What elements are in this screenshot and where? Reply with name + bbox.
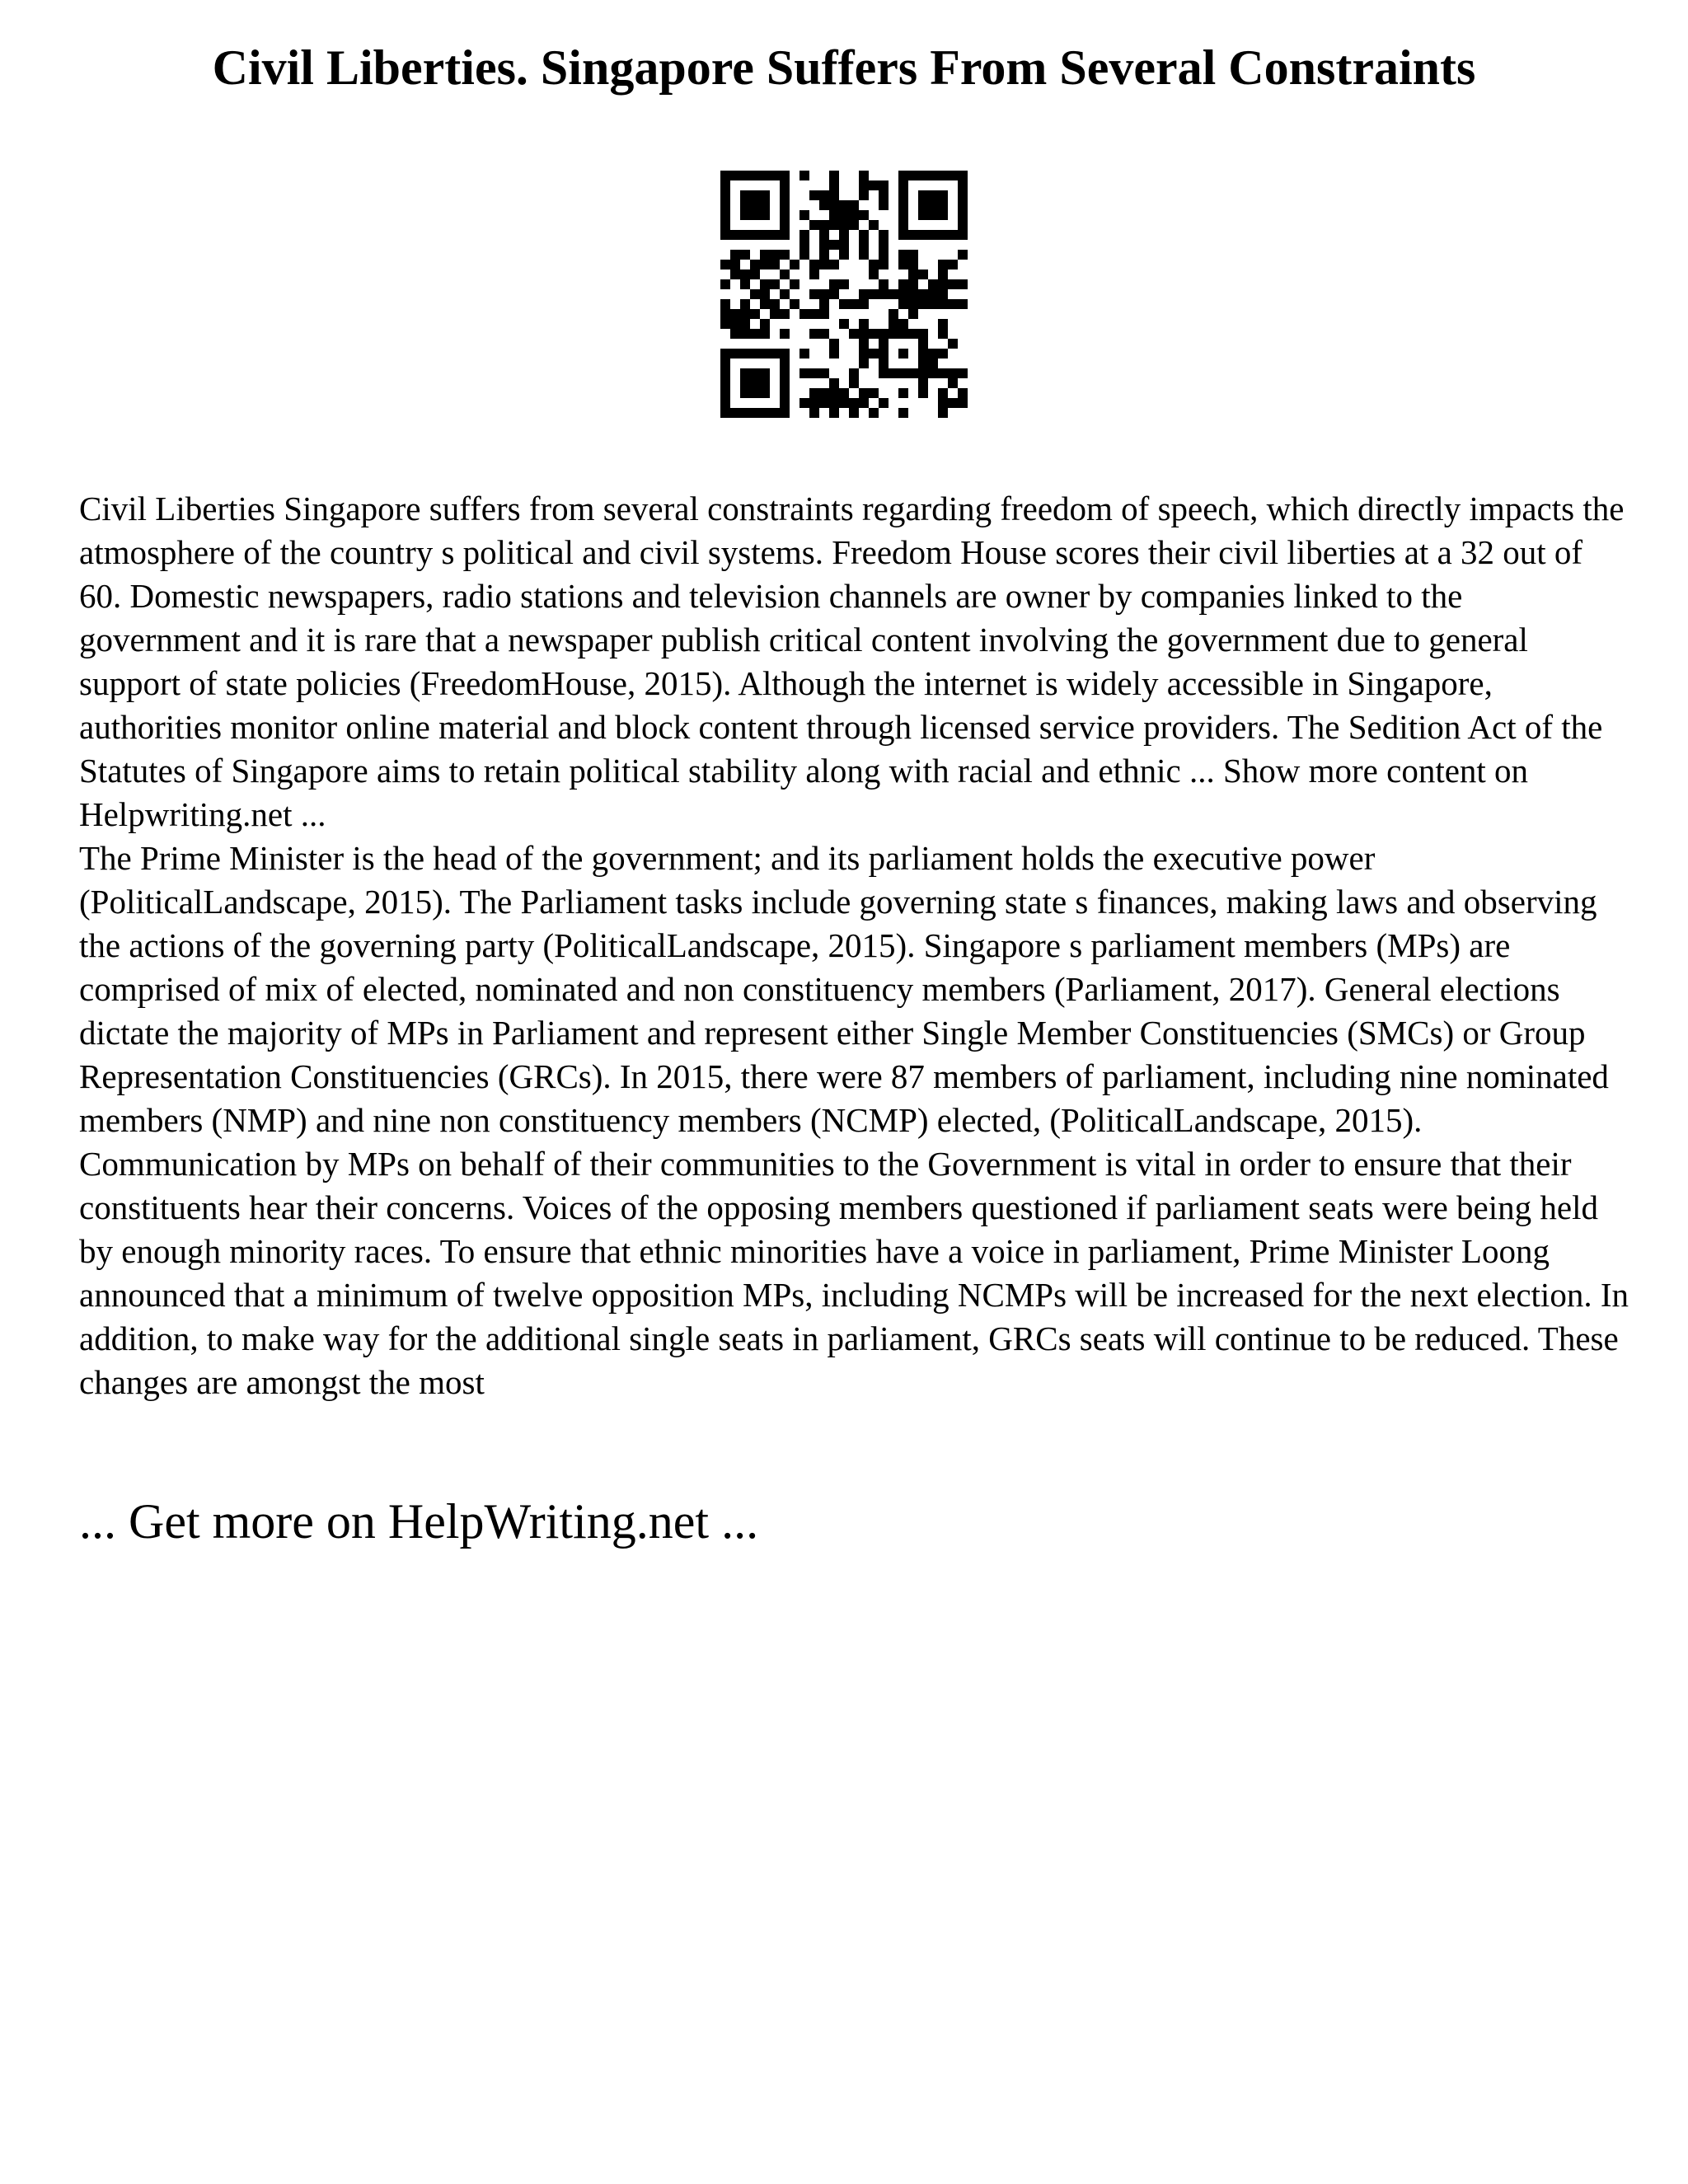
qr-code-icon bbox=[720, 171, 968, 418]
qr-code-graphic bbox=[720, 171, 968, 418]
paragraph-2: The Prime Minister is the head of the government; and its parliament holds the executive power (PoliticalLandscape, 2015). The Parliament tasks include governing state s finances, making laws and observing the actions of the governing party (PoliticalLandscape, 2015). Singapore s parliament members (MPs) are comprised of mix of elected, nominated and non constituency members (Parliament, 2017). General elections dictate the majority of MPs in Parliament and represent either Single Member Constituencies (SMCs) or Group Representation Constituencies (GRCs). In 2015, there were 87 members of parliament, including nine nominated members (NMP) and nine non constituency members (NCMP) elected, (PoliticalLandscape, 2015). Communication by MPs on behalf of their communities to the Government is vital in order to ensure that their constituents hear their concerns. Voices of the opposing members questioned if parliament seats were being held by enough minority races. To ensure that ethnic minorities have a voice in parliament, Prime Minister Loong announced that a minimum of twelve opposition MPs, including NCMPs will be increased for the next election. In addition, to make way for the additional single seats in parliament, GRCs seats will continue to be reduced. These changes are amongst the most bbox=[79, 839, 1629, 1401]
page-title: Civil Liberties. Singapore Suffers From Several Constraints bbox=[212, 40, 1476, 95]
get-more-link[interactable]: ... Get more on HelpWriting.net ... bbox=[79, 1494, 759, 1549]
article-body bbox=[79, 487, 1629, 1404]
paragraph-1: Civil Liberties Singapore suffers from several constraints regarding freedom of speech, which directly impacts the atmosphere of the country s political and civil systems. Freedom House scores their civil liberties at a 32 out of 60. Domestic newspapers, radio stations and television channels are owner by companies linked to the government and it is rare that a newspaper publish critical content involving the government due to general support of state policies (FreedomHouse, 2015). Although the internet is widely accessible in Singapore, authorities monitor online material and block content through licensed service providers. The Sedition Act of the Statutes of Singapore aims to retain political stability along with racial and ethnic ... Show more content on Helpwriting.net ... bbox=[79, 490, 1625, 833]
